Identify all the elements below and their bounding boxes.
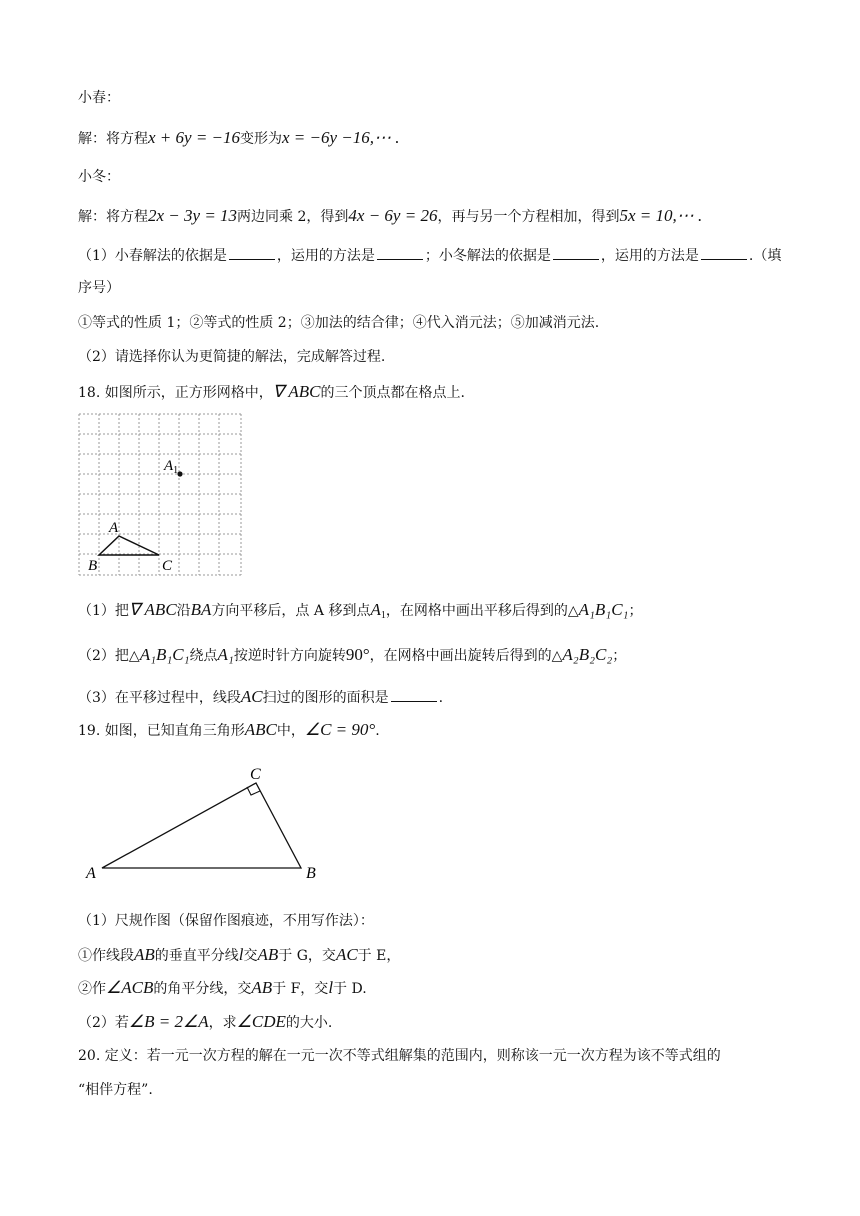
text: 于 E，	[357, 948, 401, 964]
text: ，再与另一个方程相加，得到	[437, 209, 620, 225]
answer-blank[interactable]	[553, 245, 599, 260]
text: （2）把△	[78, 648, 140, 664]
right-triangle-abc	[102, 783, 301, 868]
text: 的三个顶点都在格点上.	[320, 385, 465, 401]
xiaodong-label: 小冬：	[78, 169, 120, 185]
q19-step2	[78, 978, 367, 999]
angle-condition: ∠B = 2∠A	[128, 1012, 209, 1031]
q20-definition-cont: “相伴方程”.	[78, 1082, 153, 1098]
triangle-abc	[99, 536, 159, 555]
equation: 5x = 10,⋯ .	[619, 206, 703, 225]
triangle-symbol: ∇ ABC	[128, 600, 177, 619]
text: 解：将方程	[78, 209, 148, 225]
angle: 90°	[345, 645, 370, 664]
triangle-name: ABC	[244, 720, 277, 739]
text: 的垂直平分线	[154, 948, 239, 964]
segment: AC	[240, 687, 263, 706]
label-a1: $A_1$	[164, 458, 179, 476]
line-symbol: l	[328, 978, 334, 997]
text: ②作	[78, 981, 106, 997]
text: ，运用的方法是	[600, 248, 699, 264]
text: 的角平分线，交	[153, 981, 252, 997]
q17-part1	[78, 245, 781, 266]
q19-part1: （1）尺规作图（保留作图痕迹，不用写作法）：	[78, 913, 374, 929]
answer-blank[interactable]	[229, 245, 275, 260]
triangle-name: A₁B₁C₁	[578, 600, 629, 619]
triangle-name: A₂B₂C₂	[562, 645, 613, 664]
text: ，在网格中画出平移后得到的△	[385, 603, 579, 619]
label-a: A	[109, 520, 119, 536]
direction: BA	[190, 600, 212, 619]
line-symbol: l	[238, 945, 244, 964]
q18-part1	[78, 600, 642, 626]
text: 的大小.	[285, 1015, 333, 1031]
q18-part3	[78, 687, 443, 708]
triangle-name: A₁B₁C₁	[139, 645, 190, 664]
q20-definition: 20. 定义：若一元一次方程的解在一元一次不等式组解集的范围内，则称该一元一次方程为该不等式组的	[78, 1048, 721, 1064]
text: 于 F，交	[272, 981, 329, 997]
triangle-symbol: ∇ ABC	[272, 382, 321, 401]
equation: x + 6y = −16	[148, 128, 241, 147]
answer-blank[interactable]	[391, 687, 437, 702]
text: ；小冬解法的依据是	[424, 248, 551, 264]
text: .（填	[748, 248, 782, 264]
angle-condition: ∠C = 90°	[304, 720, 376, 739]
text: 绕点	[189, 648, 218, 664]
xiaochun-label: 小春：	[78, 90, 120, 106]
text: ，运用的方法是	[276, 248, 375, 264]
q19-step1	[78, 945, 400, 966]
xiaodong-solution	[78, 206, 702, 227]
label-b: B	[306, 865, 316, 882]
text: ①作线段	[78, 948, 134, 964]
text: 两边同乘 2，得到	[237, 209, 349, 225]
text: 中，	[276, 723, 305, 739]
answer-blank[interactable]	[701, 245, 747, 260]
answer-blank[interactable]	[377, 245, 423, 260]
equation: 4x − 6y = 26	[348, 206, 438, 225]
q19-triangle-figure	[80, 760, 330, 885]
text: 扫过的图形的面积是	[262, 690, 389, 706]
q18-stem	[78, 382, 465, 403]
text: 解：将方程	[78, 131, 148, 147]
q17-options: ①等式的性质 1；②等式的性质 2；③加法的结合律；④代入消元法；⑤加减消元法.	[78, 315, 600, 331]
text: 19. 如图，已知直角三角形	[78, 723, 245, 739]
segment: AB	[251, 978, 273, 997]
text: .	[375, 723, 380, 739]
point-a1	[177, 471, 182, 476]
xiaochun-solution	[78, 128, 400, 149]
text: （2）若	[78, 1015, 129, 1031]
segment: AB	[134, 945, 155, 964]
text: 交	[243, 948, 258, 964]
text: 方向平移后，点 A 移到点	[211, 603, 371, 619]
text: ；	[628, 603, 643, 619]
text: 按逆时针方向旋转	[233, 648, 346, 664]
q17-part2: （2）请选择你认为更简捷的解法，完成解答过程.	[78, 349, 386, 365]
text: （3）在平移过程中，线段	[78, 690, 241, 706]
text: 于 D.	[333, 981, 367, 997]
label-a: A	[86, 865, 96, 882]
text: 变形为	[240, 131, 283, 147]
text: 18. 如图所示，正方形网格中，	[78, 385, 273, 401]
text: （1）把	[78, 603, 129, 619]
equation: 2x − 3y = 13	[148, 206, 238, 225]
text: ，在网格中画出旋转后得到的△	[369, 648, 563, 664]
point: A₁	[217, 645, 234, 664]
label-c: C	[162, 558, 173, 574]
angle: ∠ACB	[106, 978, 154, 997]
label-c: C	[250, 766, 261, 783]
q18-part2	[78, 645, 626, 666]
text: 沿	[176, 603, 191, 619]
label-b: B	[88, 558, 98, 574]
segment: AC	[335, 945, 358, 964]
segment: AB	[257, 945, 279, 964]
q17-part1-cont: 序号）	[78, 280, 120, 296]
angle: ∠CDE	[236, 1012, 286, 1031]
point: $A_1$	[370, 600, 386, 621]
equation: x = −6y −16,⋯ .	[282, 128, 400, 147]
text: ，求	[208, 1015, 237, 1031]
text: ；	[612, 648, 627, 664]
q19-stem	[78, 720, 380, 741]
q19-part2	[78, 1012, 332, 1033]
q18-grid-figure	[78, 413, 246, 579]
text: （1）小春解法的依据是	[78, 248, 227, 264]
text: 于 G，交	[278, 948, 336, 964]
text: .	[438, 690, 444, 706]
